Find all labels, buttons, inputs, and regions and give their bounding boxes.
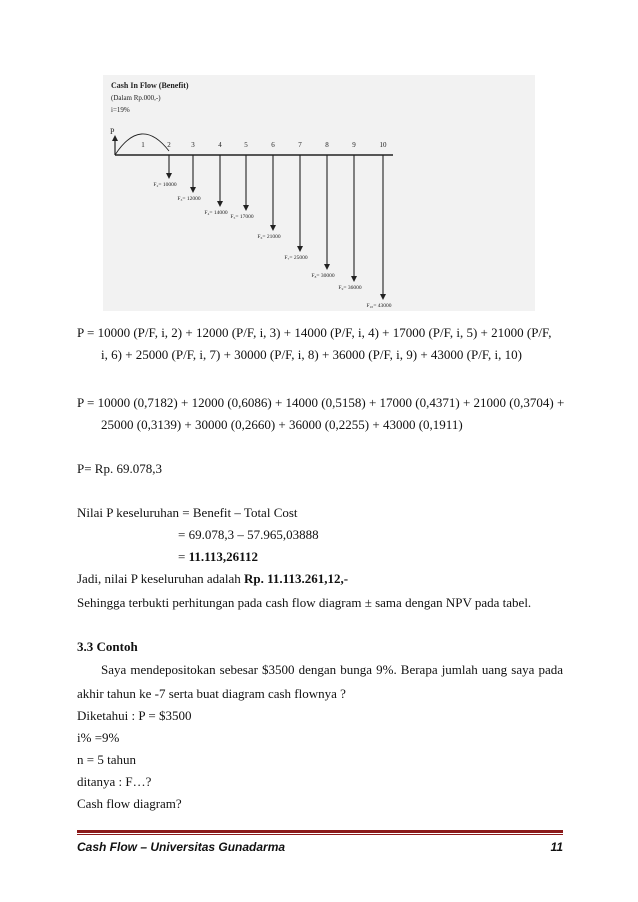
flow-label: F₁₀= 43000 [366,303,392,309]
flow-label: F₇= 25000 [284,255,308,261]
flow-label: F₂= 10000 [153,182,177,188]
period-label: 1 [141,141,145,149]
period-label: 2 [167,141,171,149]
flow-label: F₆= 21000 [257,234,281,240]
flow-arrow-head [270,225,276,231]
nilai-line-3-value: 11.113,26112 [188,549,258,564]
paragraph-line-1: Saya mendepositokan sebesar $3500 dengan bunga 9%. Berapa jumlah uang saya pada [101,662,563,677]
jadi-line [77,571,348,587]
flow-label: F₈= 30000 [311,273,335,279]
flow-arrow-head [351,276,357,282]
flow-arrow-head [297,246,303,252]
nilai-line-3 [178,549,258,565]
equation-1-line-1: P = 10000 (P/F, i, 2) + 12000 (P/F, i, 3) + 14000 (P/F, i, 4) + 17000 (P/F, i, 5) + 21000 (P/F, [77,325,552,340]
period-label: 8 [325,141,329,149]
jadi-value: Rp. 11.113.261,12,- [244,571,349,586]
diagram-p-label: P [110,127,115,136]
cash-flow-diagram [103,75,535,311]
period-label: 10 [379,141,387,149]
period-label: 6 [271,141,275,149]
period-label: 3 [191,141,195,149]
nilai-line-1: Nilai P keseluruhan = Benefit – Total Cost [77,505,298,520]
equation-2-line-1: P = 10000 (0,7182) + 12000 (0,6086) + 14000 (0,5158) + 17000 (0,4371) + 21000 (0,3704) + [77,395,565,410]
flow-arrow-head [324,264,330,270]
cash-flow-diagram-svg [103,75,535,311]
flow-arrows [153,155,391,309]
period-label: 9 [352,141,356,149]
flow-label: F₉= 36000 [338,285,362,291]
paragraph-line-2: akhir tahun ke -7 serta buat diagram cash flownya ? [77,686,346,701]
ditanya-line: ditanya : F…? [77,774,152,789]
jadi-prefix: Jadi, nilai P keseluruhan adalah [77,571,245,586]
flow-arrow-head [243,205,249,211]
footer-title: Cash Flow – Universitas Gunadarma [77,840,286,854]
diagram-title: Cash In Flow (Benefit) [111,81,189,90]
equation-1-line-2: i, 6) + 25000 (P/F, i, 7) + 30000 (P/F, i, 8) + 36000 (P/F, i, 9) + 43000 (P/F, i, 10) [101,347,522,362]
interest-line: i% =9% [77,730,120,745]
equation-2-line-2: 25000 (0,3139) + 30000 (0,2660) + 36000 (0,2255) + 43000 (0,1911) [101,417,463,432]
p-result: P= Rp. 69.078,3 [77,461,162,476]
period-line: n = 5 tahun [77,752,136,767]
period-labels [141,141,387,149]
flow-label: F₅= 17000 [230,214,254,220]
nilai-line-2: = 69.078,3 – 57.965,03888 [178,527,319,542]
flow-label: F₃= 12000 [177,196,201,202]
nilai-line-3-prefix: = [178,549,189,564]
diagram-rate: i=19% [111,106,130,114]
flow-arrow-head [380,294,386,300]
footer-divider [77,830,563,835]
section-heading: 3.3 Contoh [77,639,138,654]
diagram-unit: (Dalam Rp.000,-) [111,94,161,102]
flow-label: F₄= 14000 [204,210,228,216]
period-label: 5 [244,141,248,149]
flow-arrow-head [166,173,172,179]
page-number: 11 [550,840,563,854]
period-label: 7 [298,141,302,149]
diketahui-line: Diketahui : P = $3500 [77,708,192,723]
period-label: 4 [218,141,222,149]
cashflow-question: Cash flow diagram? [77,796,182,811]
sehingga-line: Sehingga terbukti perhitungan pada cash flow diagram ± sama dengan NPV pada tabel. [77,595,532,610]
flow-arrow-head [217,201,223,207]
flow-arrow-head [190,187,196,193]
